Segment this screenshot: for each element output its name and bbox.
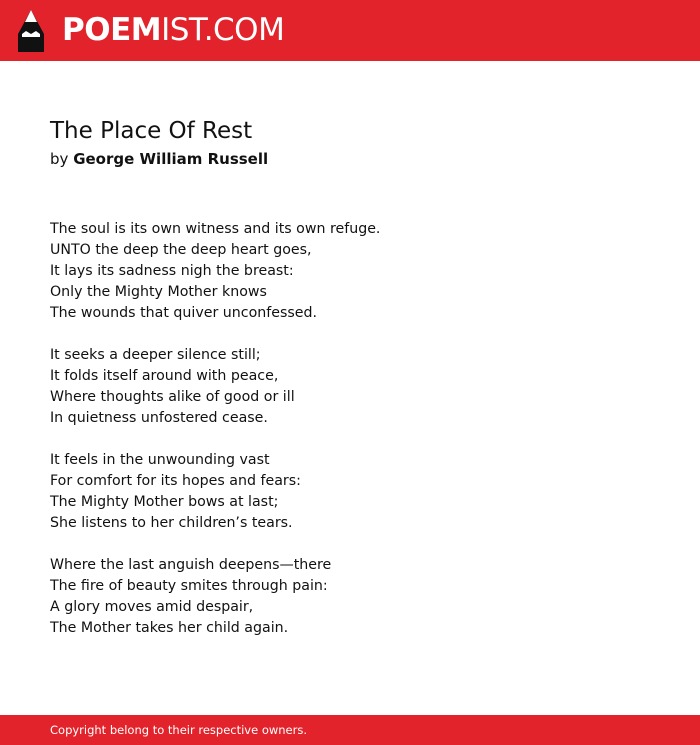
site-header [0,0,700,61]
poem-line: Where the last anguish deepens—there [50,557,336,573]
poem-title: The Place Of Rest [50,118,253,144]
poem-line: The wounds that quiver unconfessed. [50,305,322,321]
poem-line: It feels in the unwounding vast [50,452,275,468]
poem-line: In quietness unfostered cease. [50,410,273,426]
author-name: George William Russell [73,150,269,168]
site-footer [0,715,700,745]
stanza-break [50,324,670,345]
poem-byline [50,149,268,169]
poem-line: Only the Mighty Mother knows [50,284,272,300]
logo-bold-text: POEM [62,12,162,48]
copyright-text: Copyright belong to their respective owners. [50,723,308,737]
poem-line: It lays its sadness nigh the breast: [50,263,299,279]
poem-line: She listens to her children’s tears. [50,515,298,531]
poem-line: It folds itself around with peace, [50,368,283,384]
poem-line: A glory moves amid despair, [50,599,258,615]
poem-line: UNTO the deep the deep heart goes, [50,242,317,258]
pencil-tip-icon[interactable] [18,10,44,52]
stanza-break [50,429,670,450]
poem-line: For comfort for its hopes and fears: [50,473,306,489]
poem-line: The soul is its own witness and its own refuge. [50,221,381,237]
poem-line: Where thoughts alike of good or ill [50,389,300,405]
stanza-break [50,534,670,555]
logo-light-text: IST.COM [161,12,285,48]
poem-line: The Mighty Mother bows at last; [50,494,283,510]
poem-line: The Mother takes her child again. [50,620,289,636]
poem-line: The fire of beauty smites through pain: [50,578,333,594]
by-label: by [50,150,69,168]
poem-line: It seeks a deeper silence still; [50,347,266,363]
site-logo[interactable] [62,12,284,48]
poem-body [50,219,670,639]
